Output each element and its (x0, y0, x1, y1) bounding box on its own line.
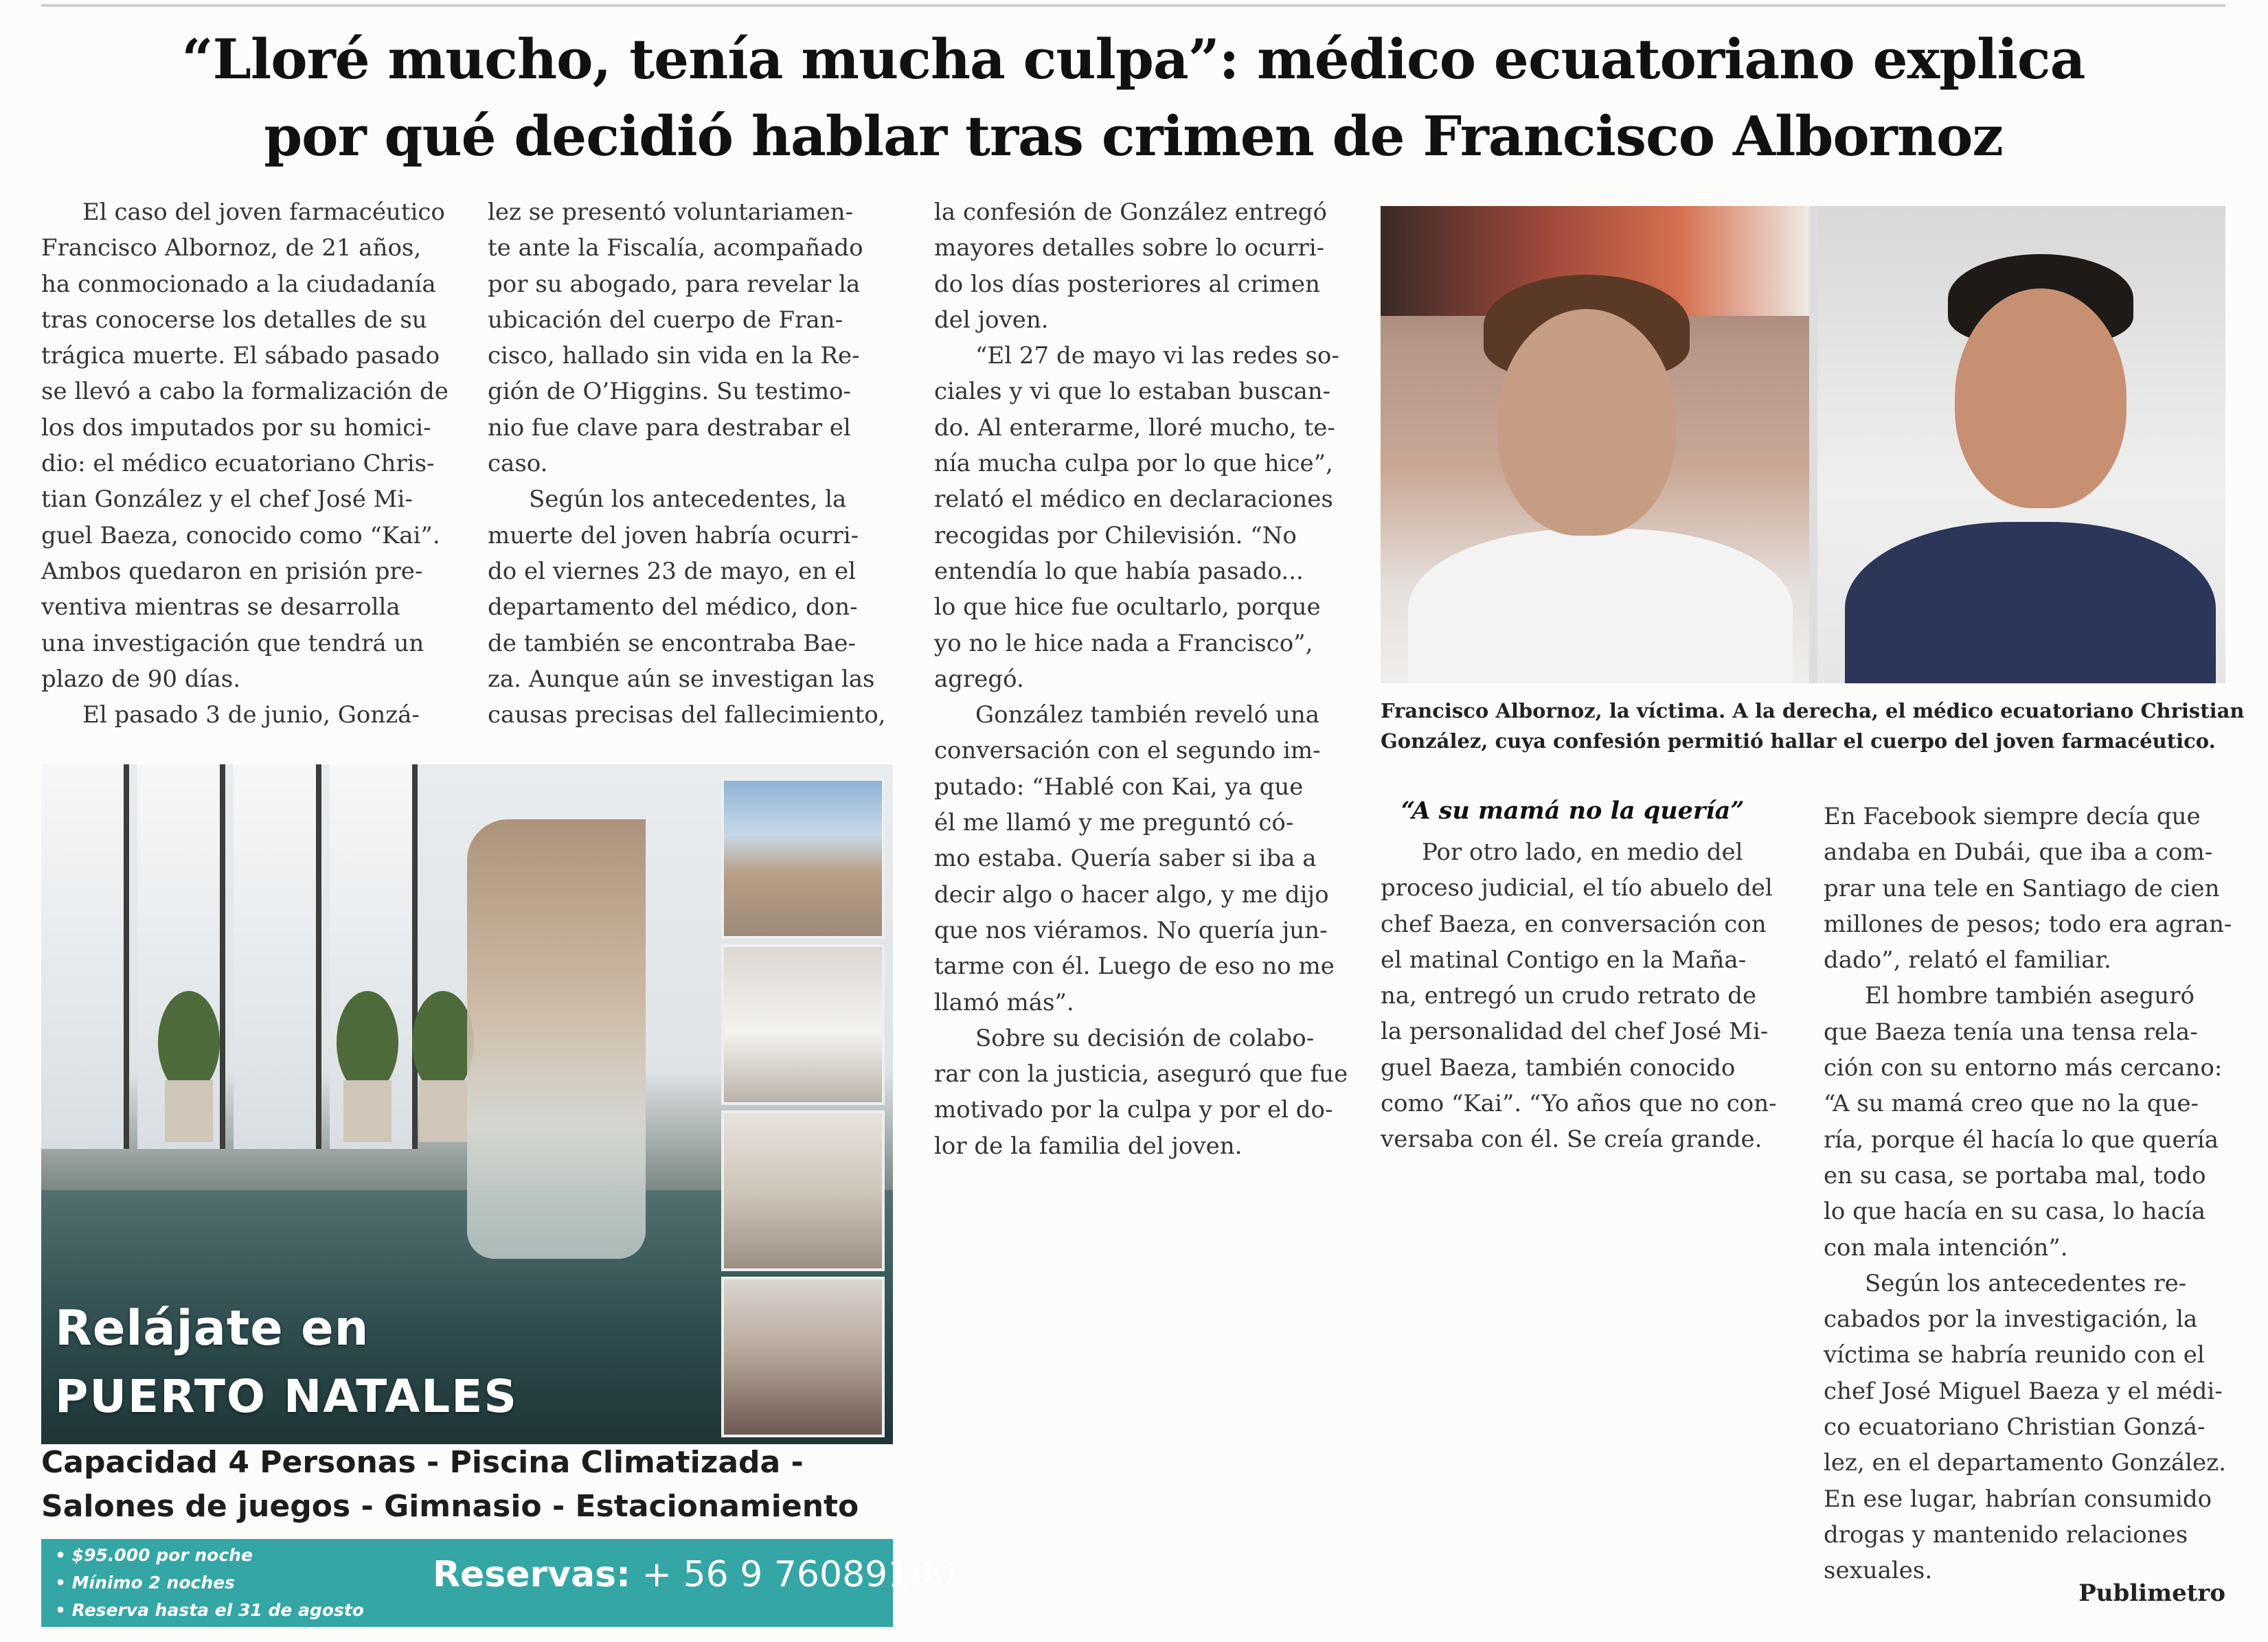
text-line: Según los antecedentes re- (1865, 1269, 2187, 1297)
text-line: Sobre su decisión de colabo- (975, 1024, 1315, 1052)
advertisement (41, 764, 956, 1620)
text-line: En ese lugar, habrían consumido (1824, 1485, 2212, 1513)
photo-face (1497, 309, 1676, 536)
text-line: decir algo o hacer algo, y me dijo (934, 880, 1329, 909)
text-line: cisco, hallado sin vida en la Re- (488, 342, 860, 370)
text-line: se llevó a cabo la formalización de (41, 378, 449, 406)
photo-scrubs (1845, 522, 2216, 683)
text-line: llamó más”. (934, 988, 1074, 1016)
text-line: drogas y mantenido relaciones (1824, 1520, 2188, 1549)
ad-plant (158, 991, 220, 1094)
ad-bullet-minimum: • Mínimo 2 noches (55, 1573, 235, 1593)
text-line: que nos viéramos. No quería jun- (934, 916, 1328, 944)
text-line: él me llamó y me preguntó có- (934, 809, 1294, 837)
text-line: como “Kai”. “Yo años que no con- (1381, 1090, 1777, 1118)
text-line: tras conocerse los detalles de su (41, 306, 427, 334)
text-line: za. Aunque aún se investigan las (488, 665, 875, 693)
caption-line-1: Francisco Albornoz, la víctima. A la derecha, el médico ecuatoriano Christian (1381, 699, 2245, 722)
text-line: yo no le hice nada a Francisco”, (934, 629, 1313, 657)
text-line: “A su mamá creo que no la que- (1824, 1090, 2199, 1118)
ad-features (41, 1441, 893, 1529)
text-line: dado”, relató el familiar. (1824, 946, 2111, 974)
text-line: ción con su entorno más cercano: (1824, 1054, 2223, 1082)
photo-shirt (1408, 529, 1793, 683)
text-line: guel Baeza, también conocido (1381, 1053, 1736, 1082)
text-line: co ecuatoriano Christian Gonzá- (1824, 1413, 2205, 1441)
text-line: nía mucha culpa por lo que hice”, (934, 450, 1333, 478)
headline-line-1: “Lloré mucho, tenía mucha culpa”: médico ecuatoriano explica (181, 27, 2085, 91)
text-line: agregó. (934, 665, 1024, 693)
text-line: ubicación del cuerpo de Fran- (488, 306, 843, 334)
text-line: ciales y vi que lo estaban buscan- (934, 378, 1331, 406)
text-line: caso. (488, 450, 548, 478)
ad-title-2: PUERTO NATALES (55, 1370, 518, 1423)
text-line: sexuales. (1824, 1557, 1933, 1585)
text-line: El hombre también aseguró (1865, 982, 2195, 1010)
ad-pool-image (41, 764, 893, 1444)
text-line: mayores detalles sobre lo ocurri- (934, 234, 1325, 262)
text-line: tarme con él. Luego de eso no me (934, 953, 1335, 981)
text-line: nio fue clave para destrabar el (488, 413, 851, 442)
text-line: do el viernes 23 de mayo, en el (488, 557, 856, 585)
text-line: lez se presentó voluntariamen- (488, 198, 854, 226)
text-line: del joven. (934, 306, 1049, 334)
text-line: relató el médico en declaraciones (934, 486, 1333, 514)
text-line: ría, porque él hacía lo que quería (1824, 1126, 2219, 1154)
text-line: recogidas por Chilevisión. “No (934, 521, 1297, 549)
headline (41, 21, 2225, 174)
text-line: guel Baeza, conocido como “Kai”. (41, 521, 440, 549)
text-line: ventiva mientras se desarrolla (41, 593, 400, 622)
text-line: motivado por la culpa y por el do- (934, 1096, 1333, 1124)
ad-waterfall (467, 819, 646, 1259)
byline: Publimetro (2078, 1580, 2225, 1607)
text-line: El pasado 3 de junio, Gonzá- (82, 701, 420, 729)
text-line: que Baeza tenía una tensa rela- (1824, 1018, 2198, 1046)
ad-bullet-deadline: • Reserva hasta el 31 de agosto (55, 1600, 364, 1620)
photo-christian-gonzalez (1817, 206, 2225, 683)
ad-title-1: Relájate en (55, 1300, 370, 1356)
ad-contact-bar (41, 1539, 956, 1627)
text-line: víctima se habría reunido con el (1824, 1341, 2205, 1369)
ad-pot (419, 1080, 467, 1142)
ad-features-line-1: Capacidad 4 Personas - Piscina Climatizada - (41, 1445, 804, 1480)
text-line: chef José Miguel Baeza y el médi- (1824, 1377, 2223, 1405)
article-column-3 (934, 194, 1346, 1164)
ad-reservations-phone: + 56 9 76089190 (630, 1554, 956, 1595)
headline-line-2: por qué decidió hablar tras crimen de Francisco Albornoz (264, 104, 2003, 168)
text-line: causas precisas del fallecimiento, (488, 701, 886, 729)
ad-pot (343, 1080, 392, 1142)
top-rule (41, 4, 2225, 7)
text-line: una investigación que tendrá un (41, 629, 424, 657)
section-subhead: “A su mamá no la quería” (1401, 797, 1745, 825)
article-column-1 (41, 194, 453, 733)
text-line: por su abogado, para revelar la (488, 270, 861, 298)
photo-caption (1381, 696, 2245, 756)
text-line: do los días posteriores al crimen (934, 270, 1320, 298)
article-photo (1381, 206, 2225, 683)
ad-pot (165, 1080, 213, 1142)
text-line: el matinal Contigo en la Maña- (1381, 946, 1747, 974)
text-line: la confesión de González entregó (934, 198, 1327, 226)
photo-face (1955, 288, 2127, 508)
ad-plant (412, 991, 474, 1094)
text-line: “El 27 de mayo vi las redes so- (975, 342, 1339, 370)
ad-bullet-price: • $95.000 por noche (55, 1545, 253, 1565)
text-line: mo estaba. Quería saber si iba a (934, 845, 1317, 873)
text-line: plazo de 90 días. (41, 665, 241, 693)
ad-features-line-2: Salones de juegos - Gimnasio - Estacionamiento (41, 1489, 859, 1524)
text-line: cabados por la investigación, la (1824, 1305, 2198, 1334)
ad-thumb-beds (721, 1277, 885, 1437)
text-line: en su casa, se portaba mal, todo (1824, 1161, 2206, 1189)
article-column-4 (1381, 834, 1793, 1158)
article-column-2 (488, 194, 900, 733)
ad-thumb-bedroom (721, 944, 885, 1105)
text-line: chef Baeza, en conversación con (1381, 910, 1767, 938)
text-line: muerte del joven habría ocurri- (488, 521, 859, 549)
text-line: departamento del médico, don- (488, 593, 858, 622)
text-line: entendía lo que había pasado... (934, 557, 1304, 585)
text-line: na, entregó un crudo retrato de (1381, 982, 1757, 1010)
text-line: Francisco Albornoz, de 21 años, (41, 234, 422, 262)
text-line: prar una tele en Santiago de cien (1824, 874, 2220, 902)
ad-window (234, 764, 321, 1149)
text-line: de también se encontraba Bae- (488, 629, 857, 657)
text-line: lez, en el departamento González. (1824, 1449, 2226, 1477)
text-line: millones de pesos; todo era agran- (1824, 910, 2232, 938)
text-line: conversación con el segundo im- (934, 737, 1321, 765)
photo-francisco-albornoz (1381, 206, 1809, 683)
text-line: González también reveló una (975, 701, 1319, 729)
ad-thumb-living-room (721, 1110, 885, 1271)
text-line: dio: el médico ecuatoriano Chris- (41, 450, 435, 478)
text-line: lo que hice fue ocultarlo, porque (934, 593, 1321, 622)
text-line: El caso del joven farmacéutico (82, 198, 445, 226)
text-line: Ambos quedaron en prisión pre- (41, 557, 423, 585)
text-line: ha conmocionado a la ciudadanía (41, 270, 436, 298)
text-line: lor de la familia del joven. (934, 1132, 1243, 1160)
ad-plant (337, 991, 398, 1094)
text-line: Según los antecedentes, la (529, 486, 847, 514)
text-line: trágica muerte. El sábado pasado (41, 342, 440, 370)
text-line: con mala intención”. (1824, 1233, 2068, 1262)
text-line: versaba con él. Se creía grande. (1381, 1126, 1762, 1154)
text-line: do. Al enterarme, lloré mucho, te- (934, 413, 1335, 442)
caption-line-2: González, cuya confesión permitió hallar el cuerpo del joven farmacéutico. (1381, 729, 2216, 753)
text-line: la personalidad del chef José Mi- (1381, 1018, 1769, 1046)
text-line: los dos imputados por su homici- (41, 413, 431, 442)
ad-thumb-building (721, 778, 885, 939)
text-line: En Facebook siempre decía que (1824, 803, 2201, 830)
text-line: Por otro lado, en medio del (1422, 839, 1743, 866)
text-line: proceso judicial, el tío abuelo del (1381, 874, 1773, 902)
text-line: rar con la justicia, aseguró que fue (934, 1060, 1348, 1088)
article-column-5 (1824, 799, 2236, 1589)
text-line: gión de O’Higgins. Su testimo- (488, 378, 852, 406)
ad-bullets (55, 1542, 364, 1624)
text-line: tian González y el chef José Mi- (41, 486, 413, 514)
ad-window (41, 764, 129, 1149)
ad-reservations-label: Reservas: (433, 1554, 631, 1595)
text-line: andaba en Dubái, que iba a com- (1824, 839, 2213, 867)
ad-reservations (433, 1554, 956, 1595)
text-line: putado: “Hablé con Kai, ya que (934, 773, 1304, 801)
text-line: te ante la Fiscalía, acompañado (488, 234, 863, 262)
text-line: lo que hacía en su casa, lo hacía (1824, 1198, 2206, 1226)
